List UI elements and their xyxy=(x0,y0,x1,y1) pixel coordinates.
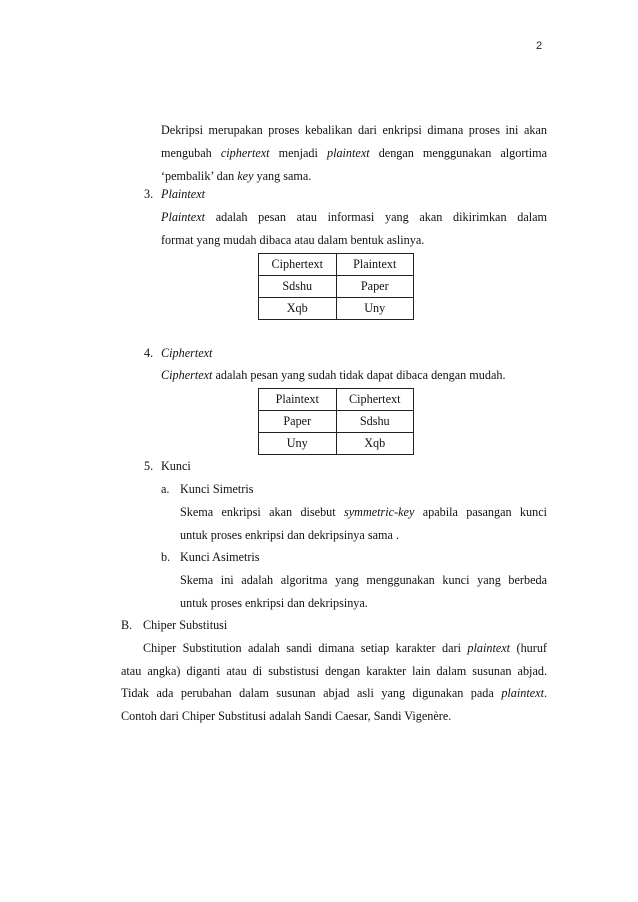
sectionB-label: B. xyxy=(121,618,133,632)
table-cell: Uny xyxy=(259,433,337,455)
item5b-line-2: untuk proses enkripsi dan dekripsinya. xyxy=(180,596,368,610)
item3-number: 3. xyxy=(144,187,154,201)
table-row xyxy=(259,276,414,298)
item5b-title: Kunci Asimetris xyxy=(180,550,260,564)
decrypt-line-2: mengubah ciphertext menjadi plaintext dengan menggunakan algortima xyxy=(161,146,548,160)
table-cell: Xqb xyxy=(259,298,337,320)
item5a-label: a. xyxy=(161,482,170,496)
item3-line-2: format yang mudah dibaca atau dalam bentuk aslinya. xyxy=(161,233,425,247)
table-cell: Sdshu xyxy=(336,411,414,433)
table-row xyxy=(259,389,414,411)
table-cell: Xqb xyxy=(336,433,414,455)
item5a-line-1: Skema enkripsi akan disebut symmetric-key apabila pasangan kunci xyxy=(180,505,548,519)
item4-title: Ciphertext xyxy=(161,346,213,360)
item5a-line-2: untuk proses enkripsi dan dekripsinya sama . xyxy=(180,528,399,542)
table-header-cell: Ciphertext xyxy=(259,254,337,276)
table-ciphertext-plaintext xyxy=(258,253,414,320)
table-cell: Paper xyxy=(259,411,337,433)
table-cell: Paper xyxy=(336,276,414,298)
item4-number: 4. xyxy=(144,346,154,360)
item4-line-1: Ciphertext adalah pesan yang sudah tidak dapat dibaca dengan mudah. xyxy=(161,368,506,382)
item5-title: Kunci xyxy=(161,459,191,473)
table-row xyxy=(259,433,414,455)
decrypt-line-3: ‘pembalik’ dan key yang sama. xyxy=(161,169,312,183)
decrypt-line-1: Dekripsi merupakan proses kebalikan dari enkripsi dimana proses ini akan xyxy=(161,123,547,137)
item5b-line-1: Skema ini adalah algoritma yang menggunakan kunci yang berbeda xyxy=(180,573,547,587)
table-header-cell: Plaintext xyxy=(336,254,414,276)
table-row xyxy=(259,298,414,320)
item3-line-1: Plaintext adalah pesan atau informasi yang akan dikirimkan dalam xyxy=(161,210,548,224)
item5-number: 5. xyxy=(144,459,154,473)
item3-title: Plaintext xyxy=(161,187,205,201)
table-plaintext-ciphertext xyxy=(258,388,414,455)
table-header-cell: Plaintext xyxy=(259,389,337,411)
sectionB-line-2: atau angka) diganti atau di substistusi dengan karakter lain dalam susunan abjad. xyxy=(121,664,547,678)
table-cell: Uny xyxy=(336,298,414,320)
sectionB-line-4: Contoh dari Chiper Substitusi adalah Sandi Caesar, Sandi Vigenère. xyxy=(121,709,452,723)
table-row xyxy=(259,411,414,433)
sectionB-line-3: Tidak ada perubahan dalam susunan abjad asli yang digunakan pada plaintext. xyxy=(121,686,548,700)
sectionB-line-1: Chiper Substitution adalah sandi dimana setiap karakter dari plaintext (huruf xyxy=(143,641,547,655)
item5b-label: b. xyxy=(161,550,171,564)
table-header-cell: Ciphertext xyxy=(336,389,414,411)
table-cell: Sdshu xyxy=(259,276,337,298)
table-row xyxy=(259,254,414,276)
page-number: 2 xyxy=(536,40,543,52)
item5a-title: Kunci Simetris xyxy=(180,482,254,496)
sectionB-title: Chiper Substitusi xyxy=(143,618,228,632)
